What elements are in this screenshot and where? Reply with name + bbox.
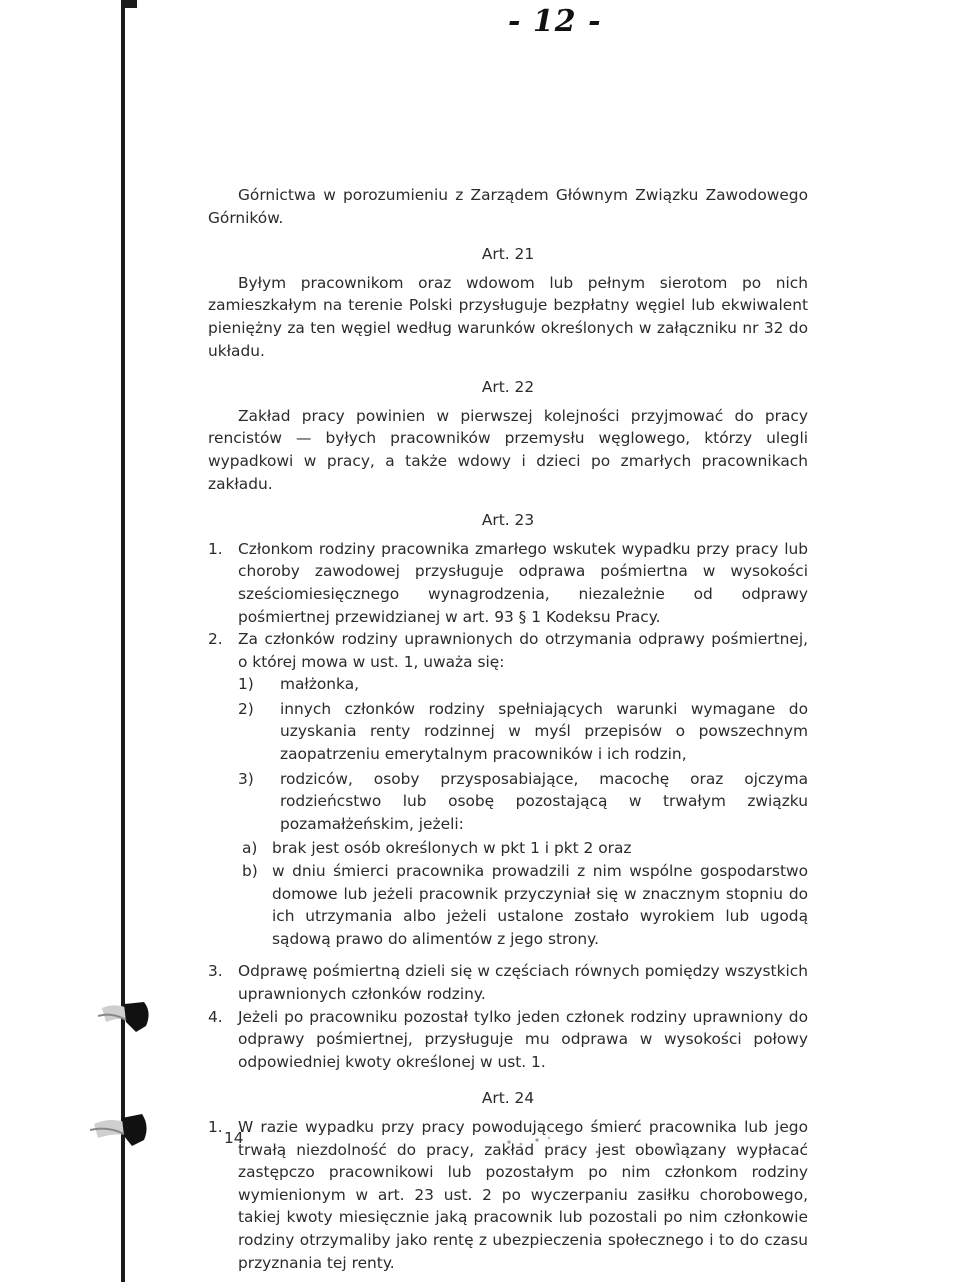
spacer	[208, 950, 808, 960]
art23-heading: Art. 23	[481, 511, 535, 530]
binding-edge-line	[121, 0, 125, 1282]
art23-ust1-number: 1.	[208, 539, 223, 558]
binding-edge-corner	[121, 0, 137, 8]
printed-page-number: 14	[224, 1129, 244, 1147]
art23-ust1-text: Członkom rodziny pracownika zmarłego wskutek wypadku przy pracy lub choroby zawodowej przysługuje odprawa pośmiertna w wysokości sześciomiesięcznego wynagrodzenia, niezależnie od odprawy pośmiertnej przewidzianej w art. 93 § 1 Kodeksu Pracy.	[238, 539, 808, 626]
art23-ust2-point-3	[238, 768, 808, 836]
art23-ust4	[208, 1006, 808, 1074]
art23-ust2-text: Za członków rodziny uprawnionych do otrzymania odprawy pośmiertnej, o której mowa w ust. 1, uważa się:	[238, 630, 808, 671]
art22-heading: Art. 22	[481, 378, 535, 397]
art23-ust2-number: 2.	[208, 630, 223, 649]
art23-ust1	[208, 538, 808, 628]
binder-clip-lower	[90, 1110, 152, 1150]
point-text: małżonka,	[280, 675, 360, 694]
art24-ust1	[208, 1116, 808, 1274]
point-text: innych członków rodziny spełniających warunki wymagane do uzyskania renty rodzinnej w myśl przepisów o powszechnym zaopatrzeniu emerytalnym pracowników i ich rodzin,	[280, 699, 808, 764]
art21-heading: Art. 21	[481, 245, 535, 264]
art23-ust2	[208, 628, 808, 673]
point-number: 2)	[238, 699, 254, 718]
art24-heading: Art. 24	[481, 1089, 535, 1108]
art23-ust2-point-1	[238, 673, 808, 696]
letter-label: b)	[242, 862, 258, 881]
art23-ust3-text: Odprawę pośmiertną dzieli się w częściach równych pomiędzy wszystkich uprawnionych członków rodziny.	[238, 962, 808, 1003]
handwritten-page-number: - 12 -	[508, 4, 602, 39]
intro-paragraph: Górnictwa w porozumieniu z Zarządem Głównym Związku Zawodowego Górników.	[208, 186, 808, 227]
art23-ust3-number: 3.	[208, 962, 223, 981]
letter-text: w dniu śmierci pracownika prowadzili z nim wspólne gospodarstwo domowe lub jeżeli pracownik przyczyniał się w znacznym stopniu do ich utrzymania albo jeżeli ustalone zostało wyrokiem lub ugodą sądową prawo do alimentów z jego strony.	[272, 862, 808, 948]
letter-text: brak jest osób określonych w pkt 1 i pkt 2 oraz	[272, 839, 632, 858]
art23-ust2-letter-a	[242, 837, 808, 860]
art23-ust2-letter-b	[242, 860, 808, 950]
letter-label: a)	[242, 839, 258, 858]
art24-ust1-number: 1.	[208, 1117, 223, 1136]
point-number: 1)	[238, 675, 254, 694]
document-body	[208, 184, 808, 1274]
art23-ust2-point-2	[238, 698, 808, 766]
art22-text: Zakład pracy powinien w pierwszej kolejności przyjmować do pracy rencistów — byłych pracowników przemysłu węglowego, którzy ulegli wypadkowi w pracy, a także wdowy i dzieci po zmarłych pracownikach zakładu.	[208, 406, 808, 493]
binder-clip-upper	[96, 998, 154, 1038]
point-text: rodziców, osoby przysposabiające, macochę oraz ojczyma rodzieńcstwo lub osobę pozostającą w trwałym związku pozamałżeńskim, jeżeli:	[280, 769, 808, 833]
art24-ust1-text: W razie wypadku przy pracy powodującego śmierć pracownika lub jego trwałą niezdolność do pracy, zakład pracy jest obowiązany wypłacać zastępczo pracownikowi lub pozostałym po nim członkom rodziny wymienionym w art. 23 ust. 2 po wyczerpaniu zasiłku chorobowego, takiej kwoty miesięcznie jaką pracownik lub pozostali po nim członkowie rodziny otrzymaliby jako rentę z ubezpieczenia społecznego i to do czasu przyznania tej renty.	[238, 1117, 808, 1272]
art23-ust3	[208, 960, 808, 1005]
art21-text: Byłym pracownikom oraz wdowom lub pełnym sierotom po nich zamieszkałym na terenie Polski przysługuje bezpłatny węgiel lub ekwiwalent pieniężny za ten węgiel według warunków określonych w załączniku nr 32 do układu.	[208, 273, 808, 360]
art23-ust4-text: Jeżeli po pracowniku pozostał tylko jeden członek rodziny uprawniony do odprawy pośmiertnej, przysługuje mu odprawa w wysokości połowy odpowiedniej kwoty określonej w ust. 1.	[238, 1007, 808, 1071]
point-number: 3)	[238, 769, 254, 788]
art23-ust4-number: 4.	[208, 1007, 223, 1026]
